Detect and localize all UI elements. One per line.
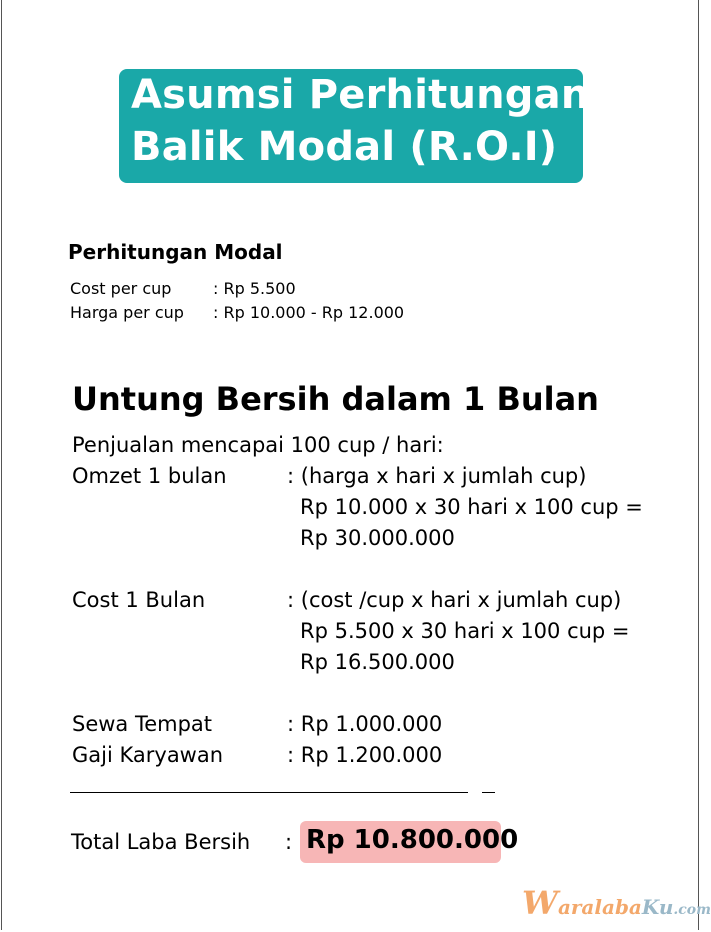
watermark-part2: Ku (641, 895, 674, 919)
untung-bersih-heading: Untung Bersih dalam 1 Bulan (72, 380, 599, 418)
gaji-label: Gaji Karyawan (72, 743, 224, 767)
total-label: Total Laba Bersih (71, 830, 251, 854)
title-line-2: Balik Modal (R.O.I) (131, 124, 558, 170)
harga-per-cup-label: Harga per cup (70, 303, 184, 322)
omzet-result: Rp 30.000.000 (300, 526, 455, 550)
title-line-1: Asumsi Perhitungan (131, 72, 590, 118)
watermark-part1: aralaba (557, 895, 642, 919)
omzet-formula: : (harga x hari x jumlah cup) (287, 464, 587, 488)
total-colon: : (285, 830, 293, 854)
penjualan-intro: Penjualan mencapai 100 cup / hari: (72, 433, 444, 457)
cost-calc: Rp 5.500 x 30 hari x 100 cup = (300, 619, 630, 643)
cost-formula: : (cost /cup x hari x jumlah cup) (287, 588, 622, 612)
harga-per-cup-value: : Rp 10.000 - Rp 12.000 (213, 303, 405, 322)
cost-per-cup-value: : Rp 5.500 (213, 279, 296, 298)
omzet-label: Omzet 1 bulan (72, 464, 227, 488)
cost-result: Rp 16.500.000 (300, 650, 455, 674)
cost-label: Cost 1 Bulan (72, 588, 206, 612)
omzet-calc: Rp 10.000 x 30 hari x 100 cup = (300, 495, 643, 519)
watermark-w: W (522, 884, 558, 922)
sewa-label: Sewa Tempat (72, 712, 213, 736)
watermark-part3: .com (673, 902, 711, 918)
cost-per-cup-label: Cost per cup (70, 279, 172, 298)
sum-dash (482, 792, 495, 793)
watermark-logo (522, 884, 711, 922)
sum-divider-line (70, 792, 468, 793)
perhitungan-modal-heading: Perhitungan Modal (68, 240, 283, 264)
total-value: Rp 10.800.000 (306, 825, 519, 855)
sewa-value: : Rp 1.000.000 (287, 712, 443, 736)
gaji-value: : Rp 1.200.000 (287, 743, 443, 767)
